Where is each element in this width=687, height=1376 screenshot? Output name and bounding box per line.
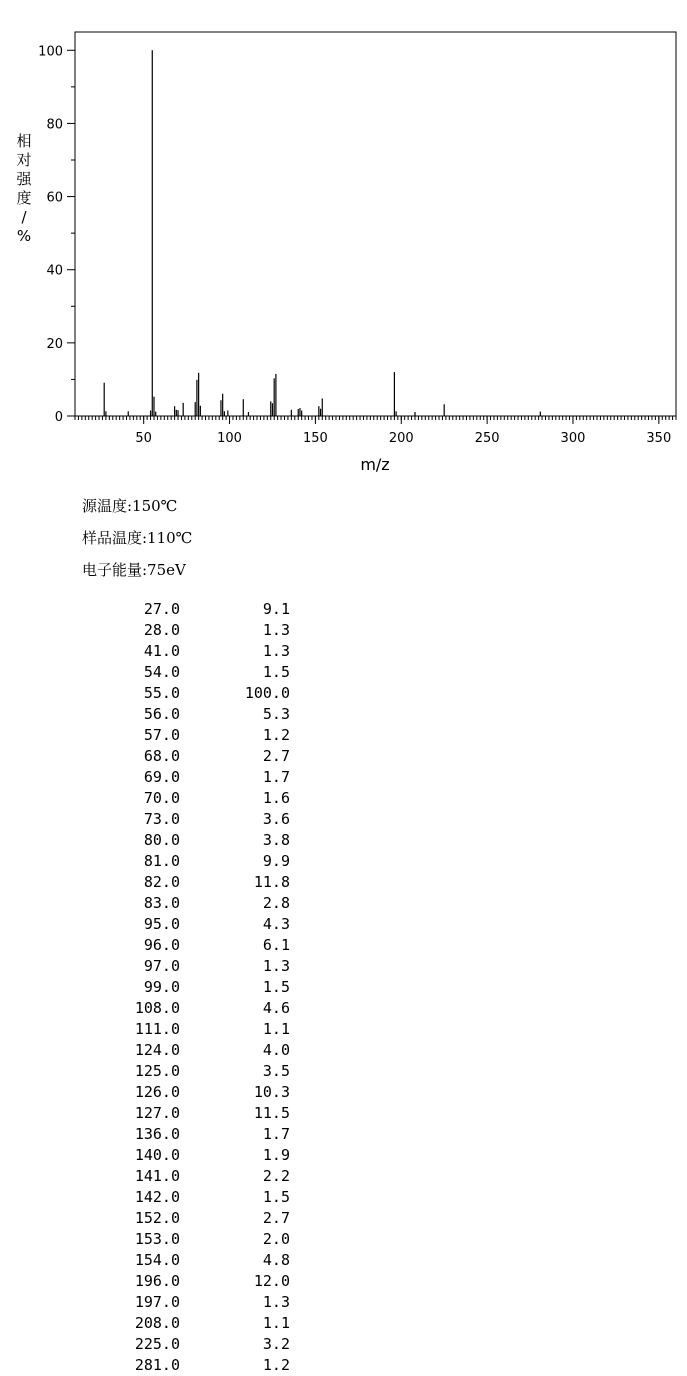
y-axis-label-char: 强: [16, 170, 32, 188]
intensity-value: 100.0: [244, 684, 290, 702]
table-row: [120, 725, 290, 746]
intensity-value: 9.9: [262, 852, 290, 870]
y-tick-label: 60: [46, 190, 63, 206]
mass-spectrum-chart: [0, 0, 687, 480]
table-row: [120, 893, 290, 914]
intensity-value: 4.0: [262, 1041, 290, 1059]
x-tick-label: 250: [474, 431, 500, 446]
mz-value: 225.0: [134, 1335, 180, 1353]
intensity-value: 6.1: [262, 936, 290, 954]
mz-value: 208.0: [134, 1314, 180, 1332]
y-axis-label: [16, 132, 32, 245]
peak-list-table: [120, 599, 290, 1376]
mz-value: 141.0: [134, 1167, 180, 1185]
table-row: [120, 746, 290, 767]
spectrum-peaks: [104, 50, 540, 416]
intensity-value: 1.3: [262, 642, 290, 660]
y-axis-ticks: [38, 44, 75, 425]
mz-value: 136.0: [134, 1125, 180, 1143]
table-row: [120, 977, 290, 998]
table-row: [120, 809, 290, 830]
intensity-value: 3.5: [262, 1062, 290, 1080]
intensity-value: 2.7: [262, 1209, 290, 1227]
intensity-value: 11.8: [253, 873, 290, 891]
intensity-value: 1.2: [262, 726, 290, 744]
mz-value: 55.0: [143, 684, 180, 702]
mz-value: 99.0: [143, 978, 180, 996]
x-tick-label: 150: [302, 431, 328, 446]
x-tick-label: 200: [388, 431, 414, 446]
plot-frame: [75, 32, 676, 416]
table-row: [120, 872, 290, 893]
mz-value: 153.0: [134, 1230, 180, 1248]
intensity-value: 1.7: [262, 1125, 290, 1143]
y-tick-label: 0: [54, 410, 63, 425]
table-row: [120, 1313, 290, 1334]
intensity-value: 1.1: [262, 1020, 290, 1038]
table-row: [120, 599, 290, 620]
table-row: [120, 935, 290, 956]
table-row: [120, 683, 290, 704]
mz-value: 197.0: [134, 1293, 180, 1311]
table-row: [120, 1061, 290, 1082]
y-axis-label-char: 度: [16, 189, 32, 207]
x-tick-label: 50: [135, 431, 152, 446]
table-row: [120, 914, 290, 935]
electron-energy: 电子能量:75eV: [82, 561, 186, 579]
intensity-value: 3.6: [262, 810, 290, 828]
intensity-value: 12.0: [253, 1272, 290, 1290]
mz-value: 83.0: [143, 894, 180, 912]
table-row: [120, 1187, 290, 1208]
y-tick-label: 80: [46, 117, 63, 133]
x-tick-label: 350: [646, 431, 672, 446]
mz-value: 152.0: [134, 1209, 180, 1227]
mz-value: 69.0: [143, 768, 180, 786]
intensity-value: 11.5: [253, 1104, 290, 1122]
intensity-value: 1.1: [262, 1314, 290, 1332]
y-tick-label: 100: [38, 44, 63, 60]
mz-value: 127.0: [134, 1104, 180, 1122]
table-row: [120, 1019, 290, 1040]
table-row: [120, 641, 290, 662]
mz-value: 140.0: [134, 1146, 180, 1164]
intensity-value: 1.3: [262, 1293, 290, 1311]
y-axis-label-char: 对: [16, 151, 32, 169]
x-tick-label: 300: [560, 431, 586, 446]
x-minor-ticks: [75, 416, 676, 420]
mz-value: 68.0: [143, 747, 180, 765]
intensity-value: 1.5: [262, 663, 290, 681]
mz-value: 111.0: [134, 1020, 180, 1038]
table-row: [120, 1271, 290, 1292]
mz-value: 81.0: [143, 852, 180, 870]
table-row: [120, 1103, 290, 1124]
y-axis-label-char: 相: [16, 132, 32, 150]
intensity-value: 3.2: [262, 1335, 290, 1353]
intensity-value: 5.3: [262, 705, 290, 723]
mz-value: 54.0: [143, 663, 180, 681]
table-row: [120, 788, 290, 809]
mz-value: 97.0: [143, 957, 180, 975]
table-row: [120, 767, 290, 788]
y-axis-label-char: %: [16, 227, 32, 245]
mz-value: 124.0: [134, 1041, 180, 1059]
intensity-value: 1.2: [262, 1356, 290, 1374]
intensity-value: 2.0: [262, 1230, 290, 1248]
table-row: [120, 1292, 290, 1313]
mz-value: 96.0: [143, 936, 180, 954]
intensity-value: 4.3: [262, 915, 290, 933]
mz-value: 28.0: [143, 621, 180, 639]
mz-value: 142.0: [134, 1188, 180, 1206]
table-row: [120, 1229, 290, 1250]
intensity-value: 1.6: [262, 789, 290, 807]
table-row: [120, 956, 290, 977]
table-row: [120, 1145, 290, 1166]
mz-value: 108.0: [134, 999, 180, 1017]
table-row: [120, 851, 290, 872]
x-tick-label: 100: [217, 431, 242, 446]
table-row: [120, 1355, 290, 1376]
intensity-value: 9.1: [262, 600, 290, 618]
table-row: [120, 1208, 290, 1229]
table-row: [120, 1124, 290, 1145]
sample-temperature: 样品温度:110℃: [82, 529, 193, 547]
table-row: [120, 1082, 290, 1103]
y-tick-label: 20: [46, 336, 63, 352]
mz-value: 57.0: [143, 726, 180, 744]
mz-value: 82.0: [143, 873, 180, 891]
mz-value: 70.0: [143, 789, 180, 807]
intensity-value: 1.3: [262, 621, 290, 639]
mz-value: 95.0: [143, 915, 180, 933]
intensity-value: 4.6: [262, 999, 290, 1017]
intensity-value: 1.3: [262, 957, 290, 975]
mz-value: 125.0: [134, 1062, 180, 1080]
intensity-value: 1.5: [262, 1188, 290, 1206]
intensity-value: 2.7: [262, 747, 290, 765]
x-axis-label: m/z: [360, 455, 390, 474]
intensity-value: 1.9: [262, 1146, 290, 1164]
intensity-value: 1.5: [262, 978, 290, 996]
table-row: [120, 704, 290, 725]
mz-value: 154.0: [134, 1251, 180, 1269]
intensity-value: 2.2: [262, 1167, 290, 1185]
intensity-value: 10.3: [253, 1083, 290, 1101]
mz-value: 73.0: [143, 810, 180, 828]
mz-value: 41.0: [143, 642, 180, 660]
table-row: [120, 662, 290, 683]
mz-value: 27.0: [143, 600, 180, 618]
mz-value: 281.0: [134, 1356, 180, 1374]
table-row: [120, 830, 290, 851]
intensity-value: 2.8: [262, 894, 290, 912]
table-row: [120, 620, 290, 641]
table-row: [120, 998, 290, 1019]
intensity-value: 4.8: [262, 1251, 290, 1269]
table-row: [120, 1040, 290, 1061]
mz-value: 80.0: [143, 831, 180, 849]
y-tick-label: 40: [46, 263, 63, 279]
x-axis-ticks: [135, 416, 671, 446]
mz-value: 126.0: [134, 1083, 180, 1101]
table-row: [120, 1334, 290, 1355]
y-axis-label-char: /: [21, 208, 27, 226]
source-temperature: 源温度:150℃: [82, 497, 178, 515]
mz-value: 56.0: [143, 705, 180, 723]
intensity-value: 3.8: [262, 831, 290, 849]
intensity-value: 1.7: [262, 768, 290, 786]
table-row: [120, 1166, 290, 1187]
table-row: [120, 1250, 290, 1271]
mz-value: 196.0: [134, 1272, 180, 1290]
